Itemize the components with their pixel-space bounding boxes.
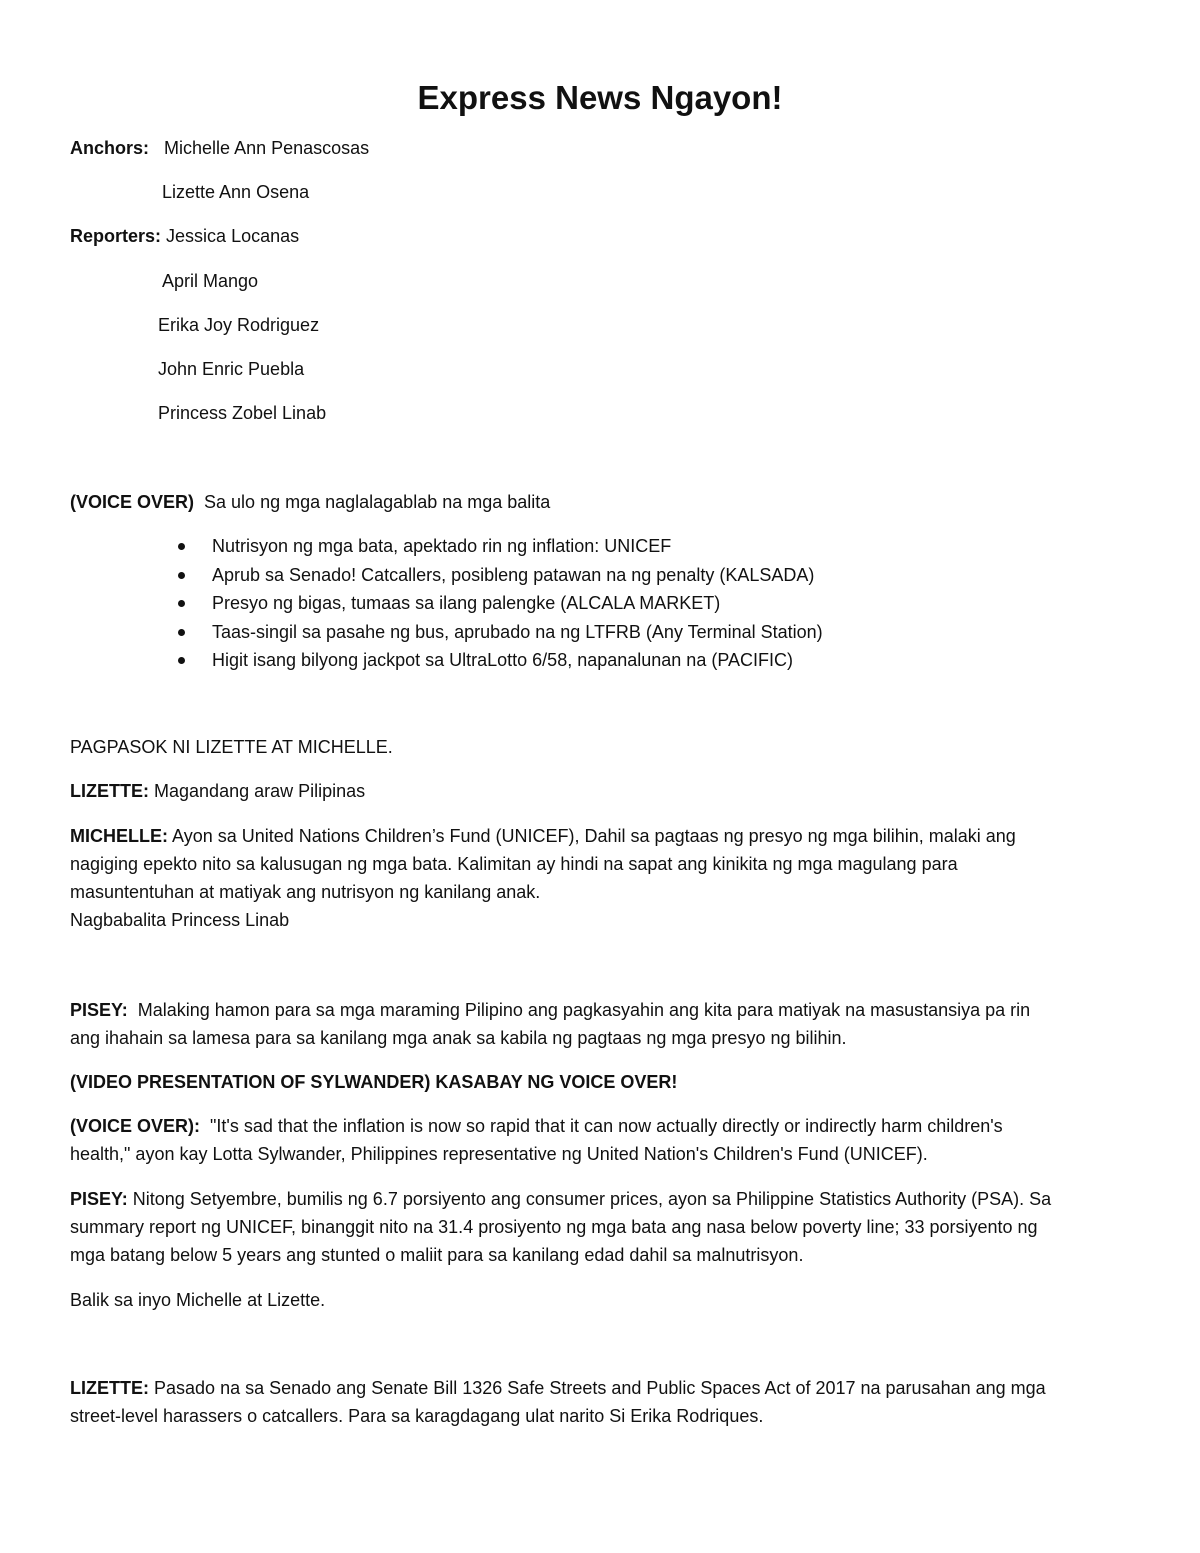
michelle-paragraph: MICHELLE: Ayon sa United Nations Children’s Fund (UNICEF), Dahil sa pagtaas ng presyo ng mga bilihin, malaki ang nagiging epekto nito sa kalusugan ng mga bata. Kalimitan ay hindi na sapat ang kinikita ng mga magulang para masuntentuhan at matiyak ang nutrisyon ng kanilang anak. Nagbabalita Princess Linab (70, 822, 1132, 934)
bullet-icon (178, 657, 185, 664)
reporter-name: John Enric Puebla (158, 359, 305, 379)
lizette-paragraph: LIZETTE: Pasado na sa Senado ang Senate Bill 1326 Safe Streets and Public Spaces Act of 2017 na parusahan ang mga street-level harassers o catcallers. Para sa karagdagang ulat narito Si Erika Rodriques. (70, 1378, 1046, 1426)
headline-item: Taas-singil sa pasahe ng bus, aprubado na ng LTFRB (Any Terminal Station) (178, 618, 823, 647)
reporter-name: April Mango (162, 271, 259, 291)
anchor-name: Michelle Ann Penascosas (164, 138, 370, 158)
voice-over-text: Sa ulo ng mga naglalagablab na mga balita (204, 492, 551, 512)
lizette-greeting: LIZETTE: Magandang araw Pilipinas (70, 781, 366, 801)
voice-over-quote: (VOICE OVER): "It's sad that the inflation is now so rapid that it can now actually directly or indirectly harm children's health," ayon kay Lotta Sylwander, Philippines representative ng United Nation's Children's Fund (UNICEF). (70, 1116, 1003, 1164)
speaker-label: PISEY: (70, 1000, 128, 1020)
voice-over-intro (70, 488, 550, 516)
voice-over-label: (VOICE OVER) (70, 492, 195, 512)
headline-item: Aprub sa Senado! Catcallers, posibleng patawan na ng penalty (KALSADA) (178, 561, 823, 590)
speaker-label: LIZETTE: (70, 1378, 149, 1398)
anchors-label: Anchors: (70, 138, 150, 158)
anchors-row (70, 134, 369, 162)
reporter-name: Jessica Locanas (166, 226, 300, 246)
headline-list (178, 532, 823, 675)
headline-item: Presyo ng bigas, tumaas sa ilang palengke (ALCALA MARKET) (178, 589, 823, 618)
headline-item: Higit isang bilyong jackpot sa UltraLotto 6/58, napanalunan na (PACIFIC) (178, 646, 823, 675)
reporter-signoff: Nagbabalita Princess Linab (70, 910, 290, 930)
back-to-anchors: Balik sa inyo Michelle at Lizette. (70, 1290, 326, 1310)
speaker-label: LIZETTE: (70, 781, 149, 801)
reporters-label: Reporters: (70, 226, 162, 246)
reporter-name: Erika Joy Rodriguez (158, 315, 320, 335)
bullet-icon (178, 600, 185, 607)
bullet-icon (178, 629, 185, 636)
reporter-name: Princess Zobel Linab (158, 403, 327, 423)
bullet-icon (178, 543, 185, 550)
video-presentation-direction: (VIDEO PRESENTATION OF SYLWANDER) KASABAY NG VOICE OVER! (70, 1072, 678, 1092)
headline-item: Nutrisyon ng mga bata, apektado rin ng inflation: UNICEF (178, 532, 823, 561)
voice-over-label: (VOICE OVER): (70, 1116, 201, 1136)
pisey-paragraph: PISEY: Malaking hamon para sa mga maraming Pilipino ang pagkasyahin ang kita para matiyak na masustansiya pa rin ang ihahain sa lamesa para sa kanilang mga anak sa kabila ng pagtaas ng mga presyo ng bilihin. (70, 1000, 1031, 1048)
stage-direction-entrance: PAGPASOK NI LIZETTE AT MICHELLE. (70, 737, 393, 757)
reporters-row (70, 222, 299, 250)
bullet-icon (178, 572, 185, 579)
page-title: Express News Ngayon! (417, 79, 783, 116)
anchor-name: Lizette Ann Osena (162, 182, 310, 202)
speaker-label: MICHELLE: (70, 826, 168, 846)
pisey-paragraph: PISEY: Nitong Setyembre, bumilis ng 6.7 porsiyento ang consumer prices, ayon sa Philippine Statistics Authority (PSA). Sa summary report ng UNICEF, binanggit nito na 31.4 prosiyento ng mga bata ang nasa below poverty line; 33 porsiyento ng mga batang below 5 years ang stunted o maliit para sa kanilang edad dahil sa malnutrisyon. (70, 1189, 1052, 1265)
speaker-label: PISEY: (70, 1189, 128, 1209)
